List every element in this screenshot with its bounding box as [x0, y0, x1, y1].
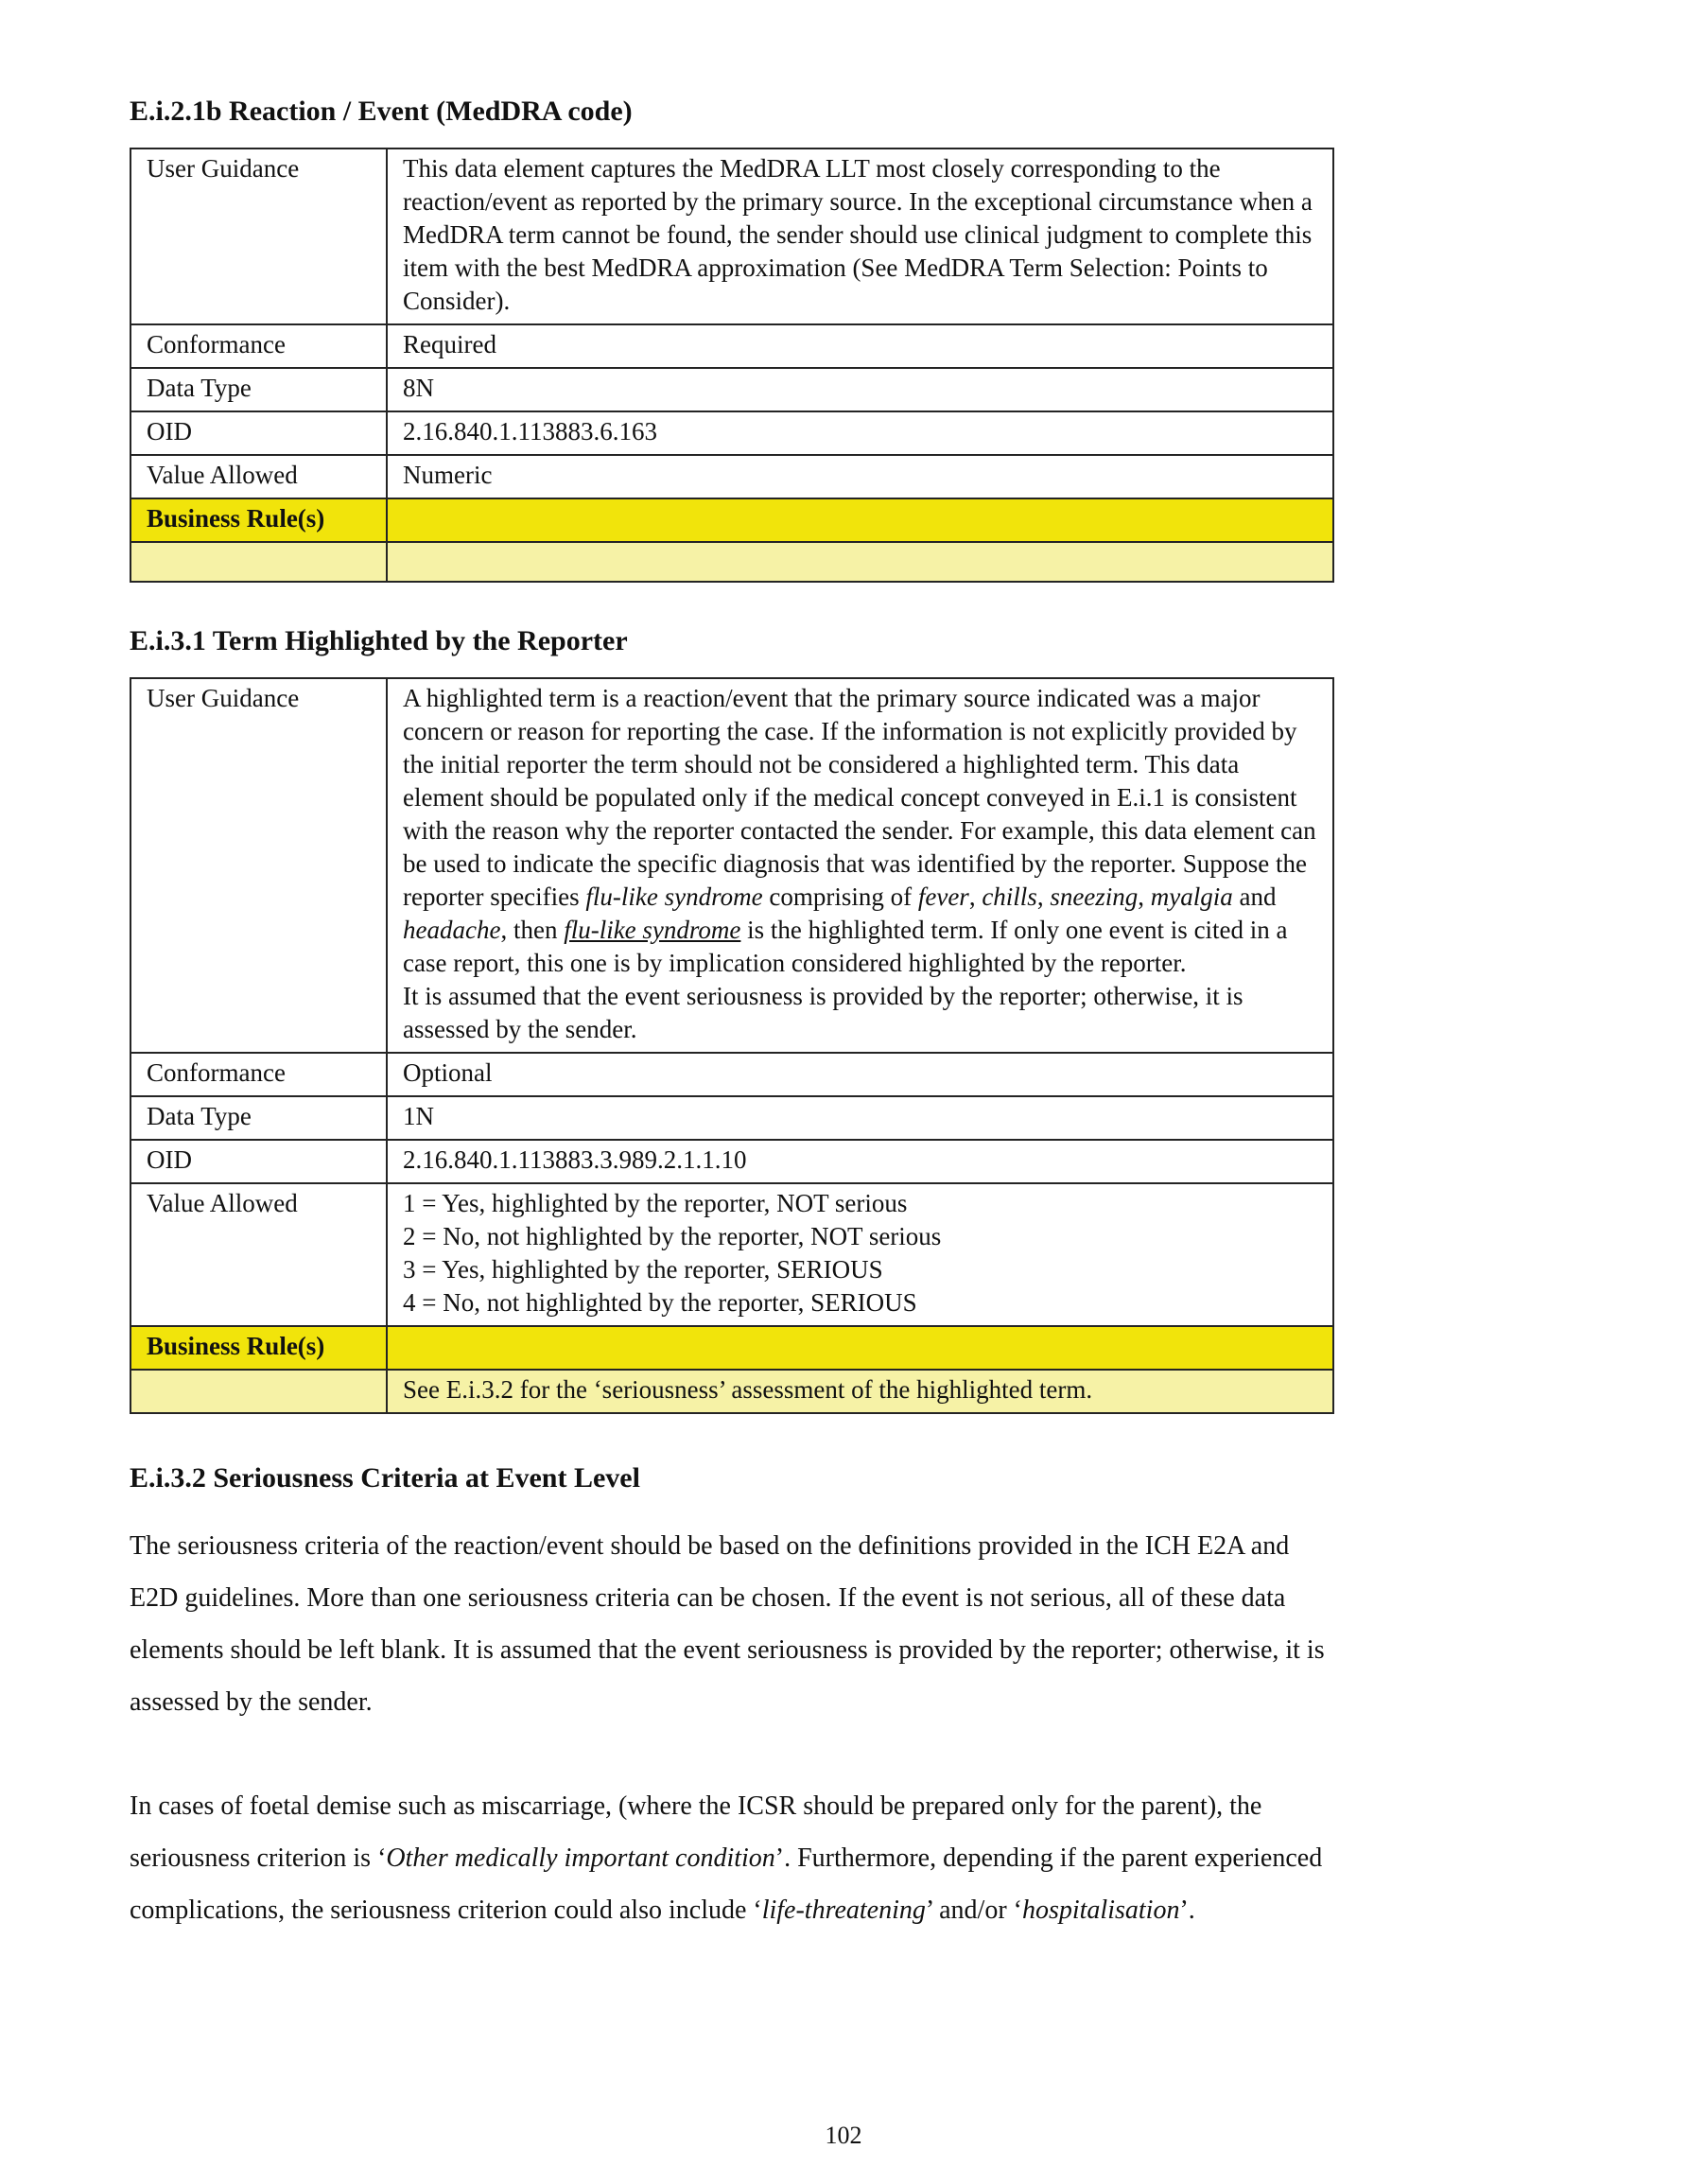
paragraph-foetal-demise: In cases of foetal demise such as miscarriage, (where the ICSR should be prepared only for the parent), the seriousness criterion is ‘Other medically important condition’. Furthermore, depending if the parent experienced complications, the seriousness criterion could also include ‘life-threatening’ and/or ‘hospitalisation’. — [130, 1791, 1323, 1925]
page-number: 102 — [825, 2122, 862, 2149]
table-row-conformance — [130, 324, 1333, 368]
row-value-oid: 2.16.840.1.113883.3.989.2.1.1.10 — [387, 1140, 1333, 1183]
value-allowed-line: 4 = No, not highlighted by the reporter, SERIOUS — [403, 1288, 917, 1317]
table-row-oid — [130, 1140, 1333, 1183]
table-row-data-type — [130, 1096, 1333, 1140]
table-row-value-allowed — [130, 455, 1333, 498]
row-value-business-rules — [387, 1326, 1333, 1370]
table-row-business-rules-note — [130, 542, 1333, 582]
row-value-conformance: Optional — [387, 1053, 1333, 1096]
table-row-user-guidance — [130, 678, 1333, 1053]
row-label-data-type: Data Type — [130, 368, 387, 411]
section-heading-e-i-3-2: E.i.3.2 Seriousness Criteria at Event Level — [130, 1462, 640, 1494]
table-row-business-rules — [130, 1326, 1333, 1370]
row-value-user-guidance: A highlighted term is a reaction/event that the primary source indicated was a major concern or reason for reporting the case. If the information is not explicitly provided by the initial reporter the term should not be considered a highlighted term. This data element should be populated only if the medical concept conveyed in E.i.1 is consistent with the reason why the reporter contacted the sender. For example, this data element can be used to indicate the specific diagnosis that was identified by the reporter. Suppose the reporter specifies flu-like syndrome comprising of fever, chills, sneezing, myalgia and headache, then flu-like syndrome is the highlighted term. If only one event is cited in a case report, this one is by implication considered highlighted by the reporter. It is assumed that the event seriousness is provided by the reporter; otherwise, it is assessed by the sender. — [387, 678, 1333, 1053]
row-label-oid: OID — [130, 411, 387, 455]
row-value-data-type: 8N — [387, 368, 1333, 411]
spec-table-e-i-3-1 — [130, 677, 1334, 1414]
row-label-user-guidance: User Guidance — [130, 678, 387, 1053]
row-label-business-rules-note — [130, 542, 387, 582]
row-value-data-type: 1N — [387, 1096, 1333, 1140]
row-label-conformance: Conformance — [130, 324, 387, 368]
table-row-user-guidance — [130, 149, 1333, 324]
value-allowed-line: 1 = Yes, highlighted by the reporter, NOT serious — [403, 1189, 908, 1217]
table-row-oid — [130, 411, 1333, 455]
table-row-business-rules — [130, 498, 1333, 542]
row-value-value-allowed — [387, 1183, 1333, 1326]
row-value-user-guidance: This data element captures the MedDRA LLT most closely corresponding to the reaction/event as reported by the primary source. In the exceptional circumstance when a MedDRA term cannot be found, the sender should use clinical judgment to complete this item with the best MedDRA approximation (See MedDRA Term Selection: Points to Consider). — [387, 149, 1333, 324]
row-label-value-allowed: Value Allowed — [130, 455, 387, 498]
section-heading-e-i-3-1: E.i.3.1 Term Highlighted by the Reporter — [130, 625, 628, 656]
row-value-business-rules — [387, 498, 1333, 542]
row-value-business-rules-note — [387, 542, 1333, 582]
row-label-data-type: Data Type — [130, 1096, 387, 1140]
value-allowed-line: 3 = Yes, highlighted by the reporter, SERIOUS — [403, 1255, 883, 1284]
row-label-user-guidance: User Guidance — [130, 149, 387, 324]
row-label-oid: OID — [130, 1140, 387, 1183]
row-label-conformance: Conformance — [130, 1053, 387, 1096]
value-allowed-line: 2 = No, not highlighted by the reporter, NOT serious — [403, 1222, 942, 1250]
row-label-business-rules: Business Rule(s) — [130, 1326, 387, 1370]
spec-table-e-i-2-1b — [130, 148, 1334, 583]
table-row-business-rules-note — [130, 1370, 1333, 1413]
row-value-conformance: Required — [387, 324, 1333, 368]
row-label-business-rules-note — [130, 1370, 387, 1413]
table-row-data-type — [130, 368, 1333, 411]
row-value-business-rules-note: See E.i.3.2 for the ‘seriousness’ assessment of the highlighted term. — [387, 1370, 1333, 1413]
row-label-business-rules: Business Rule(s) — [130, 498, 387, 542]
paragraph-seriousness-definitions: The seriousness criteria of the reaction/event should be based on the definitions provided in the ICH E2A and E2D guidelines. More than one seriousness criteria can be chosen. If the event is not serious, all of these data elements should be left blank. It is assumed that the event seriousness is provided by the reporter; otherwise, it is assessed by the sender. — [130, 1531, 1325, 1717]
row-value-value-allowed: Numeric — [387, 455, 1333, 498]
table-row-conformance — [130, 1053, 1333, 1096]
row-label-value-allowed: Value Allowed — [130, 1183, 387, 1326]
row-value-oid: 2.16.840.1.113883.6.163 — [387, 411, 1333, 455]
table-row-value-allowed — [130, 1183, 1333, 1326]
section-heading-e-i-2-1b: E.i.2.1b Reaction / Event (MedDRA code) — [130, 96, 633, 127]
